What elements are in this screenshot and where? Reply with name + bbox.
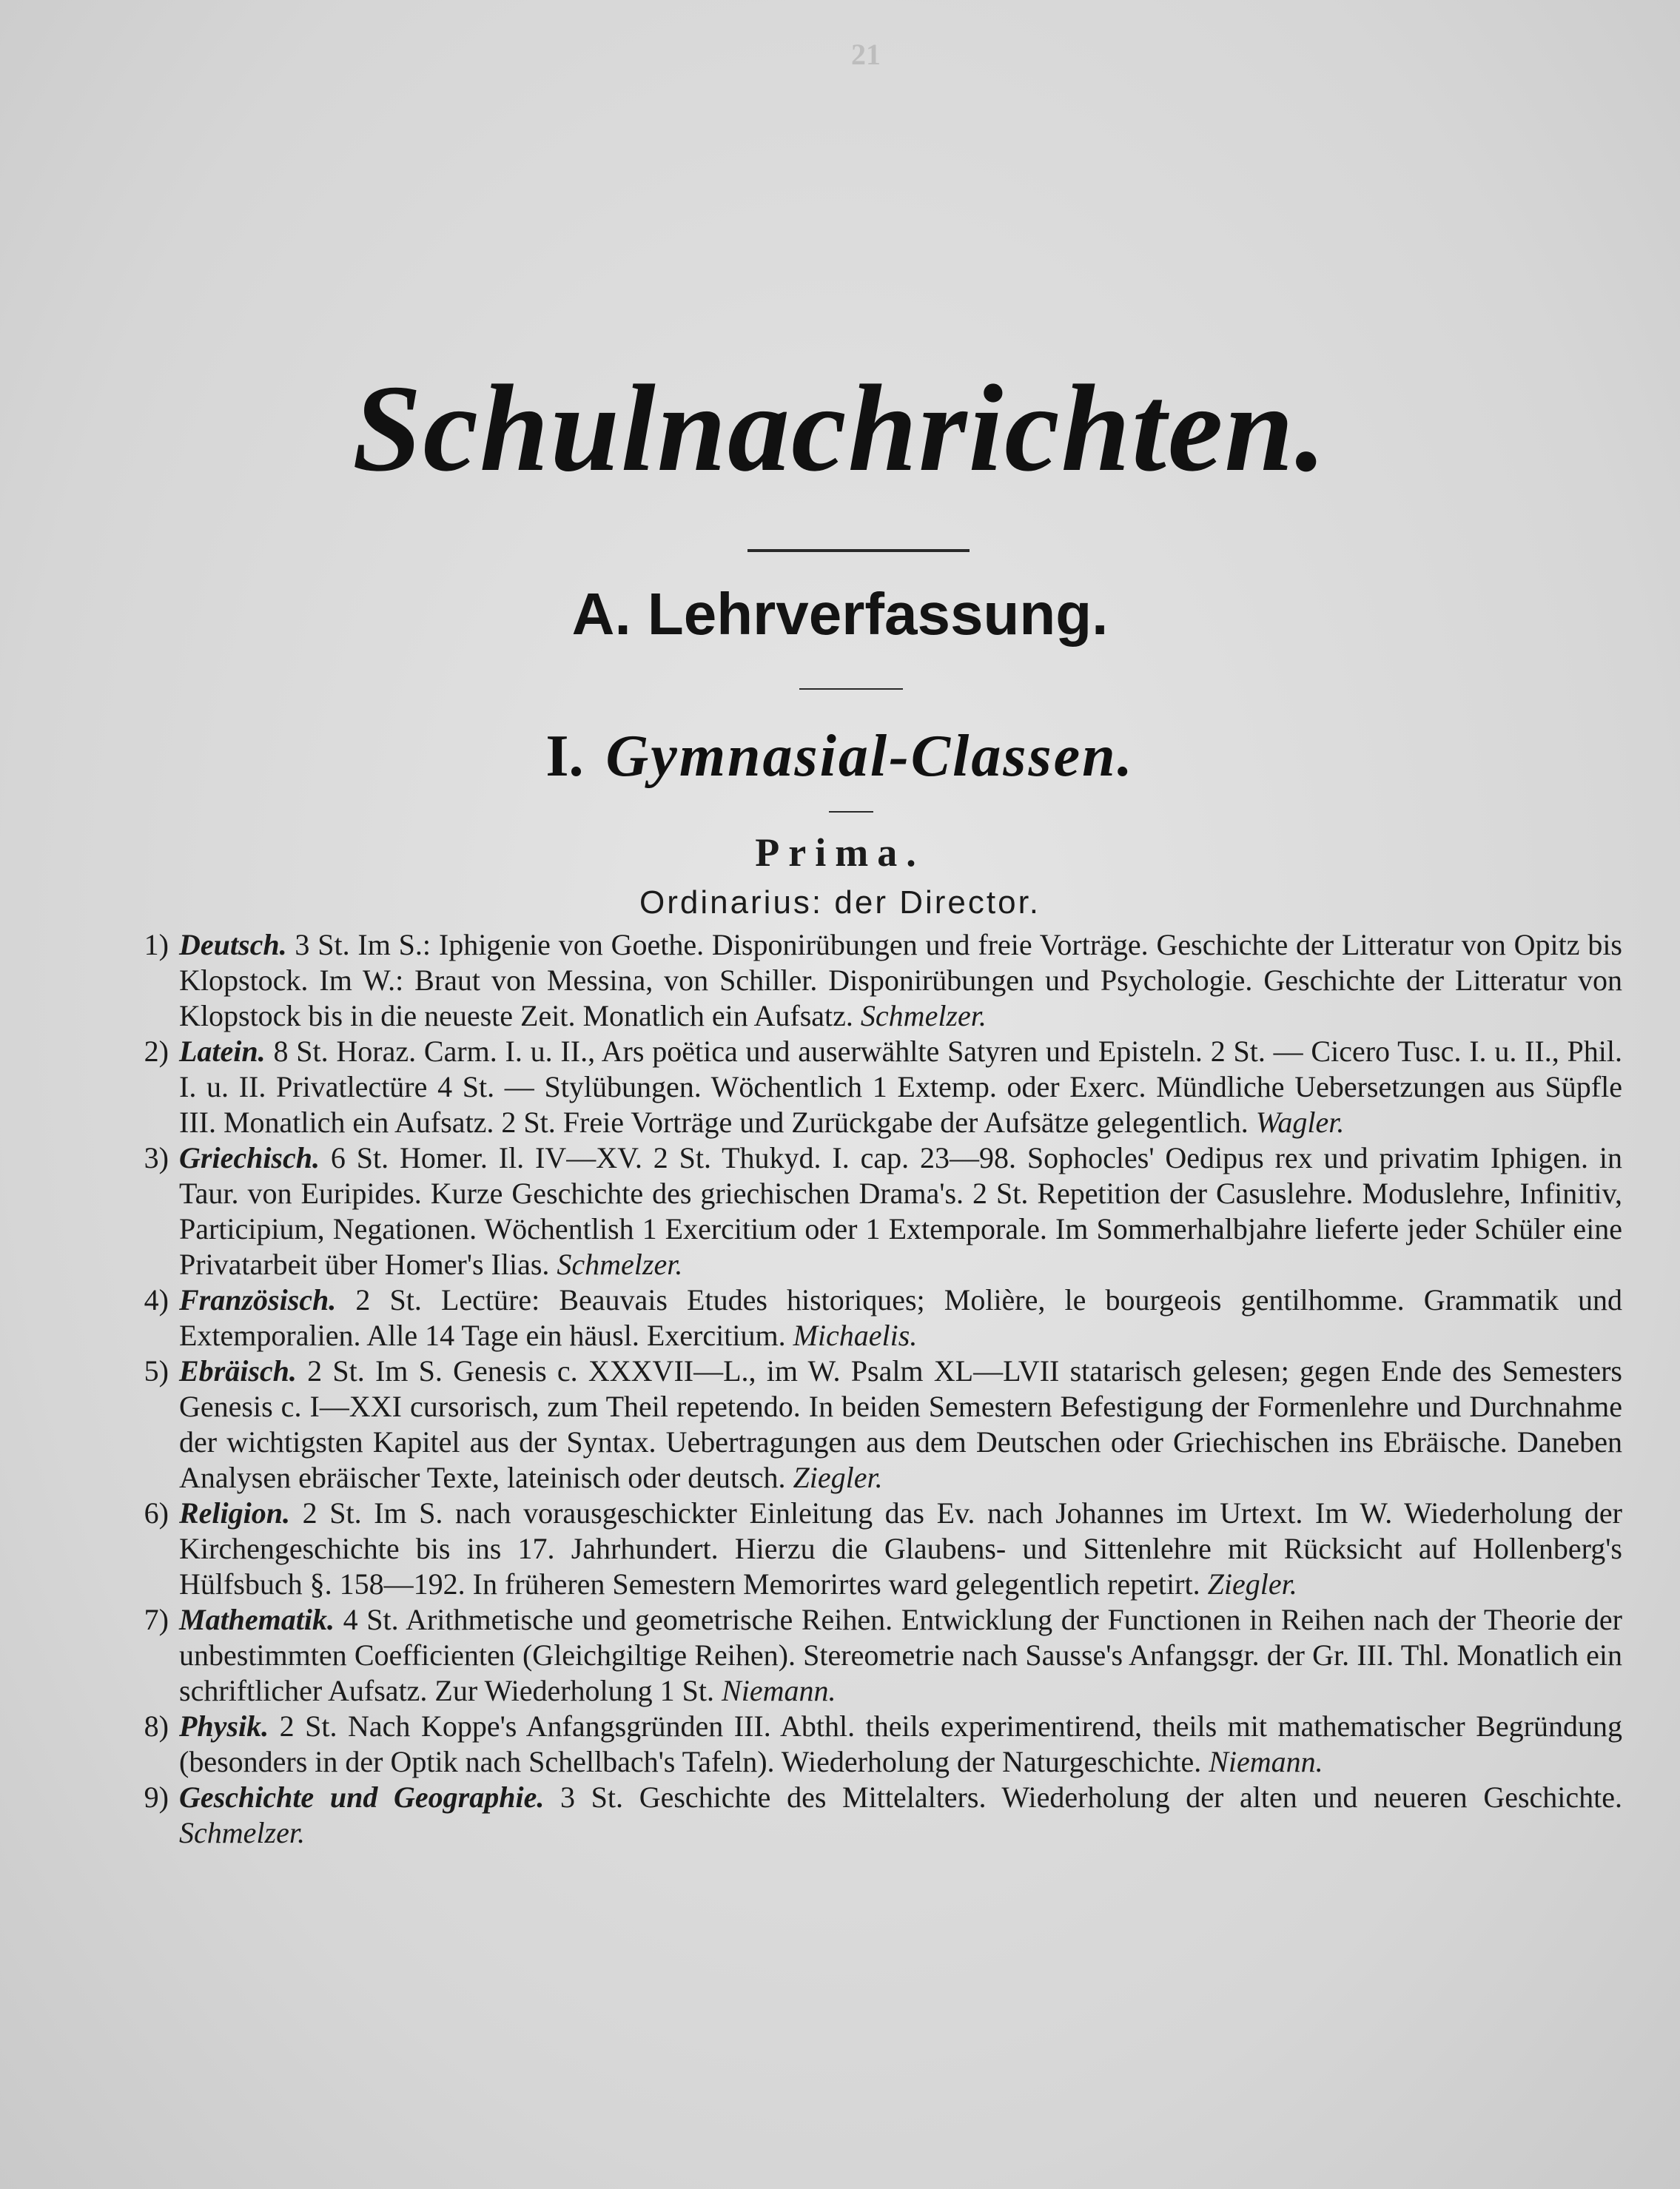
section-heading-a: A. Lehrverfassung. bbox=[571, 581, 1109, 647]
subject-name: Religion. bbox=[179, 1496, 291, 1530]
subject-item bbox=[120, 1602, 1622, 1709]
section-heading-i bbox=[0, 724, 1680, 789]
subject-teacher: Michaelis. bbox=[793, 1319, 918, 1352]
subject-item bbox=[120, 1034, 1622, 1140]
bleed-through-decoration bbox=[111, 111, 1621, 154]
subject-number: 9) bbox=[144, 1781, 169, 1814]
class-divider bbox=[829, 811, 873, 813]
page-title: Schulnachrichten. bbox=[352, 360, 1328, 497]
page-number: 21 bbox=[851, 38, 881, 71]
subject-name: Physik. bbox=[179, 1709, 269, 1743]
subject-item bbox=[120, 1282, 1622, 1354]
subject-number: 6) bbox=[144, 1496, 169, 1530]
subject-text: 8 St. Horaz. Carm. I. u. II., Ars poëtica und auserwählte Satyren und Episteln. 2 St. — Cicero Tusc. I. u. II., Phil. I. u. II. Privatlectüre 4 St. — Stylübungen. Wöchentlich 1 Extemp. oder Exerc. Mündliche Uebersetzungen aus Süpfle III. Monatlich ein Aufsatz. 2 St. Freie Vorträge und Zurückgabe der Aufsätze gelegentlich. bbox=[179, 1035, 1623, 1139]
subject-text: 2 St. Im S. nach vorausgeschickter Einleitung das Ev. nach Johannes im Urtext. Im W. Wiederholung der Kirchengeschichte bis ins 17. Jahrhundert. Hierzu die Glaubens- und Sittenlehre mit Rücksicht auf Hollenberg's Hülfsbuch §. 158—192. In früheren Semestern Memorirtes ward gelegentlich repetirt. bbox=[179, 1496, 1623, 1601]
subject-name: Mathematik. bbox=[179, 1603, 335, 1636]
section-title: Gymnasial-Classen. bbox=[605, 724, 1135, 789]
subject-item bbox=[120, 927, 1622, 1034]
subject-number: 3) bbox=[144, 1141, 169, 1174]
section-divider bbox=[799, 688, 903, 690]
subject-teacher: Wagler. bbox=[1255, 1106, 1345, 1139]
subject-body bbox=[179, 1709, 1622, 1780]
ordinarius-line: Ordinarius: der Director. bbox=[639, 884, 1041, 921]
subject-number: 2) bbox=[144, 1035, 169, 1068]
subject-item bbox=[120, 1709, 1622, 1780]
subject-teacher: Schmelzer. bbox=[179, 1816, 305, 1849]
subject-number: 1) bbox=[144, 928, 169, 961]
subject-teacher: Ziegler. bbox=[793, 1461, 883, 1494]
class-heading: Prima. bbox=[755, 830, 925, 875]
subject-item bbox=[120, 1354, 1622, 1496]
subject-number: 4) bbox=[144, 1283, 169, 1317]
subject-body bbox=[179, 1034, 1622, 1140]
subject-number: 5) bbox=[144, 1354, 169, 1388]
subject-text: 3 St. Geschichte des Mittelalters. Wiederholung der alten und neueren Geschichte. bbox=[560, 1781, 1623, 1814]
subject-name: Geschichte und Geographie. bbox=[179, 1781, 545, 1814]
subject-teacher: Schmelzer. bbox=[860, 999, 987, 1032]
title-divider bbox=[747, 549, 970, 552]
subject-name: Französisch. bbox=[179, 1283, 337, 1317]
subject-number: 7) bbox=[144, 1603, 169, 1636]
subject-body bbox=[179, 1780, 1622, 1851]
subject-name: Latein. bbox=[179, 1035, 266, 1068]
subject-teacher: Schmelzer. bbox=[557, 1248, 683, 1281]
subject-item bbox=[120, 1780, 1622, 1851]
subject-text: 2 St. Nach Koppe's Anfangsgründen III. Abthl. theils experimentirend, theils mit mathematischer Begründung (besonders in der Optik nach Schellbach's Tafeln). Wiederholung der Naturgeschichte. bbox=[179, 1709, 1622, 1778]
subject-item bbox=[120, 1496, 1622, 1602]
subject-body bbox=[179, 1140, 1622, 1282]
subject-body bbox=[179, 1354, 1622, 1496]
subject-text: 2 St. Lectüre: Beauvais Etudes historiques; Molière, le bourgeois gentilhomme. Grammatik und Extemporalien. Alle 14 Tage ein häusl. Exercitium. bbox=[179, 1283, 1623, 1352]
subject-body bbox=[179, 1496, 1622, 1602]
subject-text: 6 St. Homer. Il. IV—XV. 2 St. Thukyd. I. cap. 23—98. Sophocles' Oedipus rex und privatim Iphigen. in Taur. von Euripides. Kurze Geschichte des griechischen Drama's. 2 St. Repetition der Casuslehre. Moduslehre, Infinitiv, Participium, Negationen. Wöchentlish 1 Exercitium oder 1 Extemporale. Im Sommerhalbjahre lieferte jeder Schüler eine Privatarbeit über Homer's Ilias. bbox=[179, 1141, 1622, 1281]
section-number: I. bbox=[545, 724, 584, 789]
subject-teacher: Niemann. bbox=[1209, 1745, 1323, 1778]
subject-list bbox=[120, 927, 1622, 1851]
subject-body bbox=[179, 927, 1622, 1034]
subject-body bbox=[179, 1282, 1622, 1354]
subject-name: Deutsch. bbox=[179, 928, 287, 961]
subject-name: Ebräisch. bbox=[179, 1354, 297, 1388]
subject-text: 2 St. Im S. Genesis c. XXXVII—L., im W. Psalm XL—LVII statarisch gelesen; gegen Ende des Semesters Genesis c. I—XXI cursorisch, zum Theil repetendo. In beiden Semestern Befestigung der Formenlehre und Durchnahme der wichtigsten Kapitel aus der Syntax. Uebertragungen aus dem Deutschen oder Griechischen ins Ebräische. Daneben Analysen ebräischer Texte, lateinisch oder deutsch. bbox=[179, 1354, 1622, 1494]
subject-body bbox=[179, 1602, 1622, 1709]
subject-text: 3 St. Im S.: Iphigenie von Goethe. Disponirübungen und freie Vorträge. Geschichte der Litteratur von Opitz bis Klopstock. Im W.: Braut von Messina, von Schiller. Disponirübungen und Psychologie. Geschichte der Litteratur von Klopstock bis in die neueste Zeit. Monatlich ein Aufsatz. bbox=[179, 928, 1622, 1032]
subject-item bbox=[120, 1140, 1622, 1282]
subject-teacher: Ziegler. bbox=[1207, 1567, 1297, 1601]
subject-number: 8) bbox=[144, 1709, 169, 1743]
subject-teacher: Niemann. bbox=[722, 1674, 836, 1707]
subject-name: Griechisch. bbox=[179, 1141, 320, 1174]
subject-text: 4 St. Arithmetische und geometrische Reihen. Entwicklung der Functionen in Reihen nach der Theorie der unbestimmten Coefficienten (Gleichgiltige Reihen). Stereometrie nach Sausse's Anfangsgr. der Gr. III. Thl. Monatlich ein schriftlicher Aufsatz. Zur Wiederholung 1 St. bbox=[179, 1603, 1622, 1707]
